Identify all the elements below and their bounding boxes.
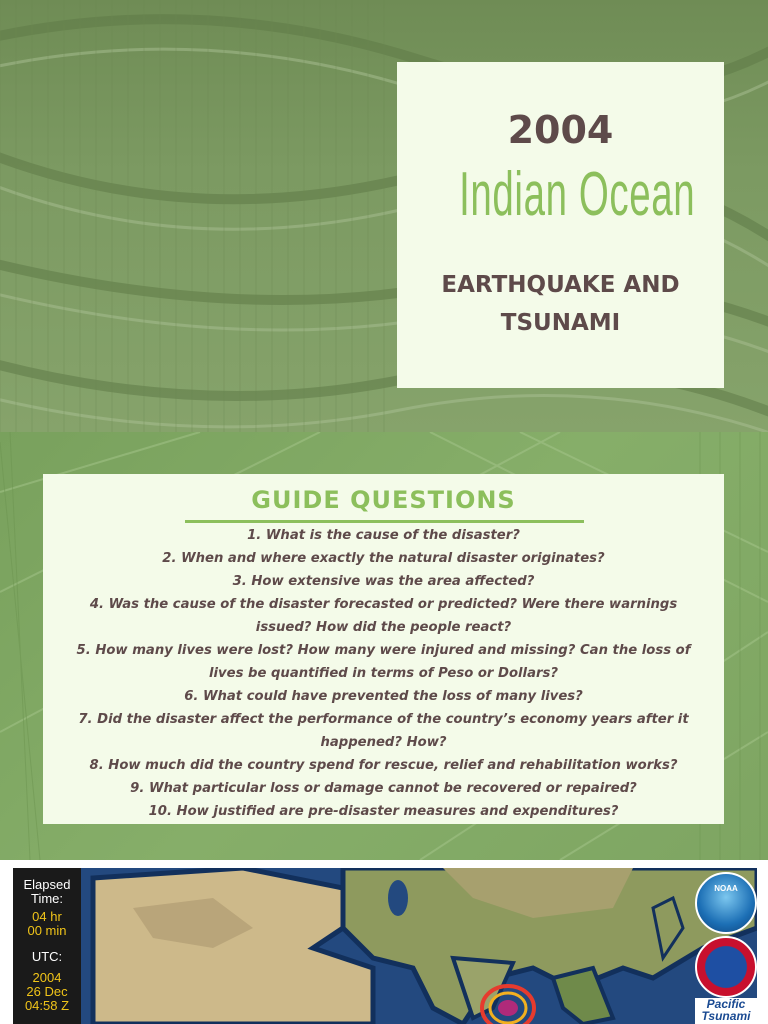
guide-section xyxy=(0,432,768,860)
elapsed-hours: 04 hr xyxy=(32,909,62,924)
guide-heading: GUIDE QUESTIONS xyxy=(251,486,516,514)
map-graphic xyxy=(13,868,757,1024)
title-subtitle xyxy=(397,266,724,342)
question-item: 3. How extensive was the area affected? xyxy=(232,574,535,589)
ptwc-label xyxy=(695,998,757,1024)
question-item: 9. What particular loss or damage cannot be recovered or repaired? xyxy=(130,781,637,796)
utc-date: 26 Dec xyxy=(26,984,68,999)
noaa-logo xyxy=(695,872,757,934)
weather-service-logo xyxy=(695,936,757,998)
question-item: 5. How many lives were lost? How many were injured and missing? Can the loss of lives be quantified in terms of Peso or Dollars? xyxy=(76,643,691,681)
title-subtitle-line-1: EARTHQUAKE AND xyxy=(441,272,680,298)
ptwc-line-2: Tsunami xyxy=(701,1009,751,1023)
guide-card xyxy=(43,474,724,824)
title-subtitle-line-2: TSUNAMI xyxy=(500,310,621,336)
title-card xyxy=(397,62,724,388)
title-main: Indian Ocean xyxy=(459,160,696,229)
utc-time: 04:58 Z xyxy=(24,998,70,1013)
question-item: 8. How much did the country spend for rescue, relief and rehabilitation works? xyxy=(89,758,678,773)
tsunami-map-panel xyxy=(0,860,768,1024)
title-year: 2004 xyxy=(507,108,614,152)
title-banner xyxy=(0,0,768,432)
question-item: 4. Was the cause of the disaster forecasted or predicted? Were there warnings issued? How did the people react? xyxy=(89,597,678,635)
tsunami-map xyxy=(13,868,757,1024)
guide-heading-underline xyxy=(185,520,584,523)
question-item: 10. How justified are pre-disaster measures and expenditures? xyxy=(148,804,619,819)
question-item: 2. When and where exactly the natural disaster originates? xyxy=(162,551,605,566)
question-item: 7. Did the disaster affect the performance of the country’s economy years after it happened? How? xyxy=(78,712,689,750)
elapsed-minutes: 00 min xyxy=(27,923,67,938)
question-item: 1. What is the cause of the disaster? xyxy=(247,528,520,543)
elapsed-time-panel xyxy=(13,868,81,1024)
question-list xyxy=(63,524,704,823)
utc-year: 2004 xyxy=(32,970,62,985)
question-item: 6. What could have prevented the loss of many lives? xyxy=(184,689,583,704)
utc-label: UTC: xyxy=(31,949,63,964)
ptwc-line-1: Pacific xyxy=(706,997,746,1011)
elapsed-label-1: Elapsed xyxy=(23,877,71,892)
noaa-logo-text: NOAA xyxy=(714,884,738,893)
elapsed-label-2: Time: xyxy=(30,891,64,906)
